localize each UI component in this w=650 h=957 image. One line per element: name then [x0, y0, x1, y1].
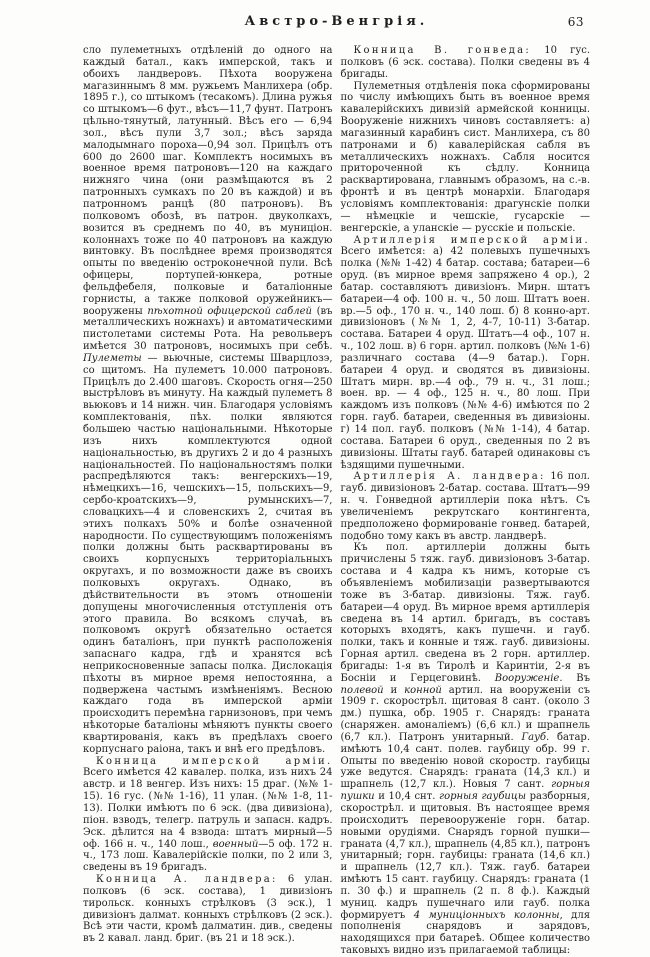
paragraph	[341, 235, 591, 472]
italic-text: Вооруженіе.	[494, 672, 563, 684]
text-column-left	[83, 45, 333, 957]
text-run: Въ	[562, 672, 590, 684]
text-run: —5 оф. 172 н. ч., 173 лош. Кавалерійскіе полки, по 2 или 3, сведены въ 19 бригадъ.	[83, 838, 333, 874]
run-in-heading: Конница В. гонведа:	[353, 45, 532, 56]
run-in-heading: Конница А. ландвера:	[96, 874, 278, 886]
run-in-heading: Артиллерія имперской арміи.	[353, 234, 590, 246]
scanned-book-page	[83, 14, 590, 957]
paragraph	[341, 542, 591, 957]
text-run: (въ металлическихъ ножнахъ) и автоматическими пистолетами системы Рота. На револьверъ имѣется 30 патроновъ, носимыхъ при себѣ.	[83, 305, 333, 353]
text-run: 16 пол. гауб. дивизіоновъ 2-батар. состава. Штатъ—99 н. ч. Гонведной артиллеріи пока нѣтъ. Съ увеличеніемъ рекрутскаго контингента, предположено формированіе гонвед. батарей, подобно тому какъ въ австр. ландверѣ.	[340, 471, 590, 542]
text-run: разборныя, скорострѣл. и щитовыя. Въ настоящее время происходитъ перевооруженіе горн. батар. новыми орудіями. Снарядъ горной пушки—граната (4,7 кл.), шрапнель (4,85 кл.), патронъ унитарный; горн. гаубицы: граната (14,6 кл.) и шрапнель (12,7 кл.). Тяж. гауб. батареи имѣютъ 15 сант. гаубицу. Снарядъ: граната (1 п. 30 ф.) и шрапнель (2 п. 8 ф.). Каждый муниц. кадръ пушечнаго или гауб. полка формируетъ	[340, 791, 590, 921]
page-header	[83, 14, 590, 38]
text-run: Всего имѣется: а) 42 полевыхъ пушечныхъ полка (№№ 1-42) 4 батар. состава; батареи—6 оруд. (въ мирное время запряжено 4 ор.), 2 батар. составляютъ дивизіонъ. Мирн. штатъ батареи—4 оф. 100 н. ч., 50 лош. Штатъ воен. вр.—5 оф., 170 н. ч., 140 лош. б) 8 конно-арт. дивизіоновъ (№№ 1, 2, 4-7, 10-11) 3-батар. состава. Батареи 4 оруд. Штатъ—4 оф., 107 н. ч., 102 лош. в) 6 горн. артил. полковъ (№№ 1-6) различнаго состава (4—9 батар.). Горн. батареи 4 оруд. и сводятся въ дивизіоны. Штатъ мирн. вр.—4 оф., 79 н. ч., 31 лош.; воен. вр. — 4 оф., 125 н. ч., 80 лош. При каждомъ изъ полковъ (№№ 4-6) имѣются по 2 горн. гауб. батареи, сведенныя въ дивизіоны. г) 14 пол. гауб. полковъ (№№ 1-14), 4 батар. состава. Батареи 6 оруд., сведенныя по 2 въ дивизіоны. Штаты гауб. батарей одинаковы съ ѣздящими пушечными.	[340, 246, 590, 471]
text-run: Пулеметныя отдѣленія пока сформированы по числу имѣющихъ быть въ военное время кавалерійскихъ дивизій армейской конницы. Вооруженіе нижнихъ чиновъ составляетъ: а) магазинный карабинъ сист. Манлихера, съ 80 патронами и б) кавалерійская сабля въ металлическихъ ножнахъ. Сабля носится притороченной къ сѣдлу. Конница расквартирована, главнымъ образомъ, на с.-в. фронтѣ и въ центрѣ монархіи. Благодаря условіямъ комплектованія: драгунскіе полки — нѣмецкіе и чешскіе, гусарскіе — венгерскіе, а уланскіе — русскіе и польскіе.	[340, 80, 590, 234]
paragraph	[83, 45, 333, 756]
italic-text: Пулеметы	[83, 352, 142, 364]
text-run: Къ пол. артиллеріи должны быть причислены 5 тяж. гауб. дивизіоновъ 3-батар. состава и 4 кадра къ нимъ, которые съ объявленіемъ мобилизаціи развертываются тоже въ 3-батар. дивизіоны. Тяж. гауб. батареи—4 оруд. Въ мирное время артиллерія сведена въ 14 артил. бригадъ, въ составъ которыхъ входятъ, какъ пушечн. и гауб. полки, такъ и конные и тяж. гауб. дивизіоны. Горная артил. сведена въ 2 горн. артиллер. бригады: 1-я въ Тиролѣ и Каринтіи, 2-я въ Босніи и Герцеговинѣ.	[340, 542, 590, 684]
text-run: , для пополненія снарядовъ и зарядовъ, находящихся при батареѣ. Общее количество таковыхъ видно изъ прилагаемой таблицы:	[340, 909, 590, 957]
text-column-right	[341, 45, 591, 957]
paragraph	[83, 756, 333, 874]
text-run: Всего имѣется 42 кавалер. полка, изъ нихъ 24 австр. и 18 венгер. Изъ нихъ: 15 драг. (№№ 1-15). 16 гус. (№№ 1-16), 11 улан. (№№ 1-8, 11-13). Полки имѣютъ по 6 эск. (два дивизіона), піон. взводъ, телегр. патруль и запасн. кадръ. Эск. дѣлится на 4 взвода: штатъ мирный—5 оф. 166 н. ч., 140 лош.,	[83, 767, 333, 850]
paragraph	[341, 81, 591, 235]
text-run: сло пулеметныхъ отдѣленій до одного на каждый батал., какъ имперской, такъ и обоихъ ландверовъ. Пѣхота вооружена магазиннымъ 8 мм. ружьемъ Манлихера (обр. 1895 г.), со штыкомъ (тесакомъ). Длина ружья со штыкомъ—6 фут., вѣсъ—11,7 фунт. Патронъ цѣльно-тянутый, латунный. Вѣсъ его — 6,94 зол., вѣсъ пули 3,7 зол.; вѣсъ заряда малодымнаго пороха—0,94 зол. Прицѣлъ отъ 600 до 2600 шаг. Комплектъ носимыхъ въ военное время патроновъ—120 на каждаго нижняго чина (они размѣщаются въ 2 патронныхъ сумкахъ по 20 въ каждой) и въ патронномъ ранцѣ (80 патроновъ). Въ полковомъ обозѣ, въ патрон. двуколкахъ, возится въ среднемъ по 40, въ муниціон. колоннахъ тоже по 40 патроновъ на каждую винтовку. Въ послѣднее время производятся опыты по введенію остроконечной пули. Всѣ офицеры, портупей-юнкера, ротные фельдфебеля, полковые и баталіонные горнисты, а также полковой оружейникъ—вооружены	[83, 45, 333, 317]
text-columns	[83, 45, 590, 957]
text-run: 6 улан. полковъ (6 эск. состава), 1 дивизіонъ тирольск. конныхъ стрѣлковъ (3 эск.), 1 дивизіонъ далмат. конныхъ стрѣлковъ (2 эск.). Всѣ эти части, кромѣ далматин. див., сведены въ 2 кавал. ланд. бриг. (въ 21 и 18 эск.).	[83, 874, 333, 945]
italic-text: полевой	[340, 684, 384, 696]
italic-text: пѣхотной офицерской саблей	[147, 305, 312, 317]
text-run: и	[383, 684, 405, 696]
italic-text: горныя гаубицы	[439, 791, 526, 803]
page-number: 63	[567, 15, 584, 29]
run-in-heading: Конница имперской арміи.	[96, 755, 333, 767]
paragraph	[341, 45, 591, 81]
italic-text: военный	[212, 838, 259, 850]
italic-text: горныя пушки	[340, 779, 590, 803]
italic-text: Гауб.	[521, 731, 550, 743]
text-run: 10 гус. полковъ (6 эск. состава). Полки сведены въ 4 бригады.	[340, 45, 590, 80]
italic-text: 4 муниціонныхъ колонны	[413, 909, 560, 921]
text-run: батар. имѣютъ 10,4 сант. полев. гаубицу обр. 99 г. Опыты по введенію новой скоростр. гаубицы уже ведутся. Снарядъ: граната (14,3 кл.) и шрапнель (12,7 кл.). Новыя 7 сант.	[340, 731, 590, 791]
text-run: артил. на вооруженіи съ 1909 г. скорострѣл. щитовая 8 сант. (около 3 дм.) пушка, обр. 1905 г. Снарядъ: граната (снаряжен. амоналіемъ) (6,6 кл.) и шрапнель (6,7 кл.). Патронъ унитарный.	[340, 684, 590, 743]
run-in-heading: Артиллерія А. ландвера:	[353, 471, 546, 483]
italic-text: конной	[404, 684, 442, 696]
text-run: и 10,4 снт.	[374, 791, 440, 803]
paragraph	[83, 874, 333, 945]
text-run: — вьючные, системы Шварцлозэ, со щитомъ. На пулеметъ 10.000 патроновъ. Прицѣлъ до 2.400 шаговъ. Скорость огня—250 выстрѣловъ въ минуту. На каждый пулеметъ 8 вьюковъ и 14 нижн. чин. Благодаря условіямъ комплектованія, пѣх. полки являются большею частью національными. Нѣкоторые изъ нихъ комплектуются одной національностью, въ другихъ 2 и до 4 разныхъ національностей. По національностямъ полки распредѣляются такъ: венгерскихъ—19, нѣмецкихъ—16, чешскихъ—15, польскихъ—9, сербо-кроатскихъ—9, румынскихъ—7, словацкихъ—4 и словенскихъ 2, считая въ этихъ полкахъ 50% и болѣе означенной народности. По существующимъ положеніямъ полки должны быть расквартированы въ своихъ корпусныхъ территоріальныхъ округахъ, и по возможности даже въ своихъ полковыхъ округахъ. Однако, въ дѣйствительности въ этомъ отношеніи допущены многочисленныя отступленія отъ этого правила. Во всякомъ случаѣ, въ полковомъ округѣ обязательно остается одинъ баталіонъ, при пунктѣ расположенія запаснаго кадра, гдѣ и хранятся всѣ неприкосновенные запасы полка. Дислокація пѣхоты въ мирное время непостоянна, а подвержена частымъ измѣненіямъ. Весною каждаго года въ имперской арміи происходитъ перемѣна гарнизоновъ, при чемъ нѣкоторые баталіоны мѣняютъ пункты своего квартированія, какъ въ предѣлахъ своего корпуснаго раіона, такъ и внѣ его предѣловъ.	[83, 352, 333, 755]
article-title: Австро-Венгрія.	[244, 14, 429, 29]
paragraph	[341, 471, 591, 542]
